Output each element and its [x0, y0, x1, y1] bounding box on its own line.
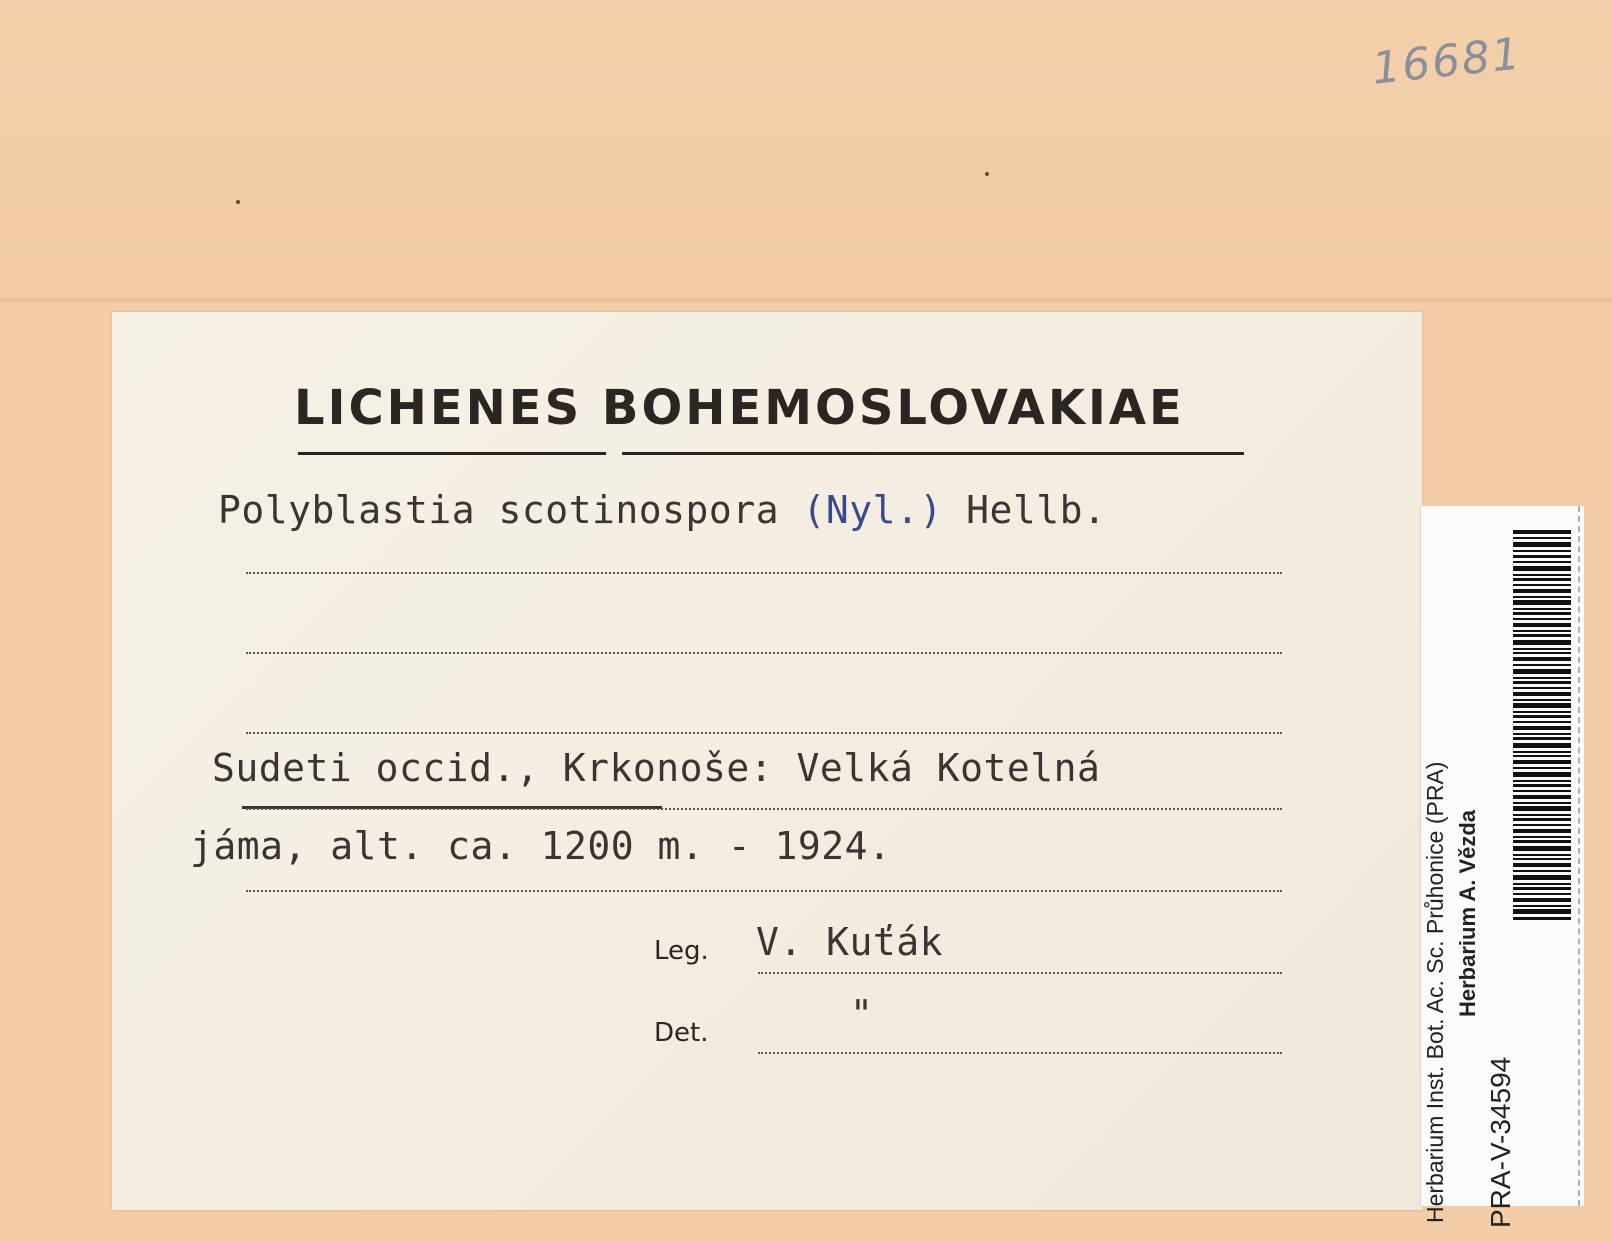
strip-perforation	[1578, 506, 1580, 1206]
locality-line-2: jáma, alt. ca. 1200 m. - 1924.	[190, 824, 892, 868]
heading-underline-2	[622, 452, 1244, 455]
dotted-line-2	[246, 652, 1282, 654]
heading-underline-1	[298, 452, 606, 455]
heading-word-lichenes: LICHENES	[294, 380, 583, 436]
specimen-label	[112, 312, 1422, 1210]
dotted-line-4	[246, 808, 1282, 810]
paper-speck	[985, 172, 989, 176]
det-label: Det.	[654, 1018, 709, 1048]
leg-value: V. Kuťák	[756, 920, 944, 964]
leg-dotted-line	[758, 972, 1282, 974]
dotted-line-1	[246, 572, 1282, 574]
locality-region: Sudeti occid.,	[212, 746, 540, 790]
det-value: "	[850, 992, 874, 1036]
handwritten-catalog-number: 16681	[1369, 28, 1525, 95]
label-heading	[294, 380, 1185, 436]
leg-label: Leg.	[654, 936, 709, 966]
taxon-paren-author: (Nyl.)	[802, 488, 943, 532]
barcode-label-strip	[1420, 506, 1584, 1228]
herbarium-name: Herbarium A. Vězda	[1455, 809, 1480, 1017]
institution-text: Herbarium Inst. Bot. Ac. Sc. Průhonice (PRA)	[1422, 761, 1448, 1223]
locality-line-1	[212, 746, 1100, 790]
taxon-genus-species: Polyblastia scotinospora	[218, 488, 780, 532]
barcode-icon	[1513, 530, 1571, 920]
taxon-author: Hellb.	[966, 488, 1107, 532]
folder-fold-edge	[0, 298, 1612, 304]
specimen-code: PRA-V-34594	[1485, 1056, 1516, 1228]
dotted-line-3	[246, 732, 1282, 734]
dotted-line-5	[246, 890, 1282, 892]
heading-word-bohemoslovakiae: BOHEMOSLOVAKIAE	[601, 380, 1185, 436]
det-dotted-line	[758, 1052, 1282, 1054]
taxon-name	[218, 488, 1106, 532]
paper-speck	[236, 200, 240, 204]
locality-site: Krkonoše: Velká Kotelná	[562, 746, 1101, 790]
